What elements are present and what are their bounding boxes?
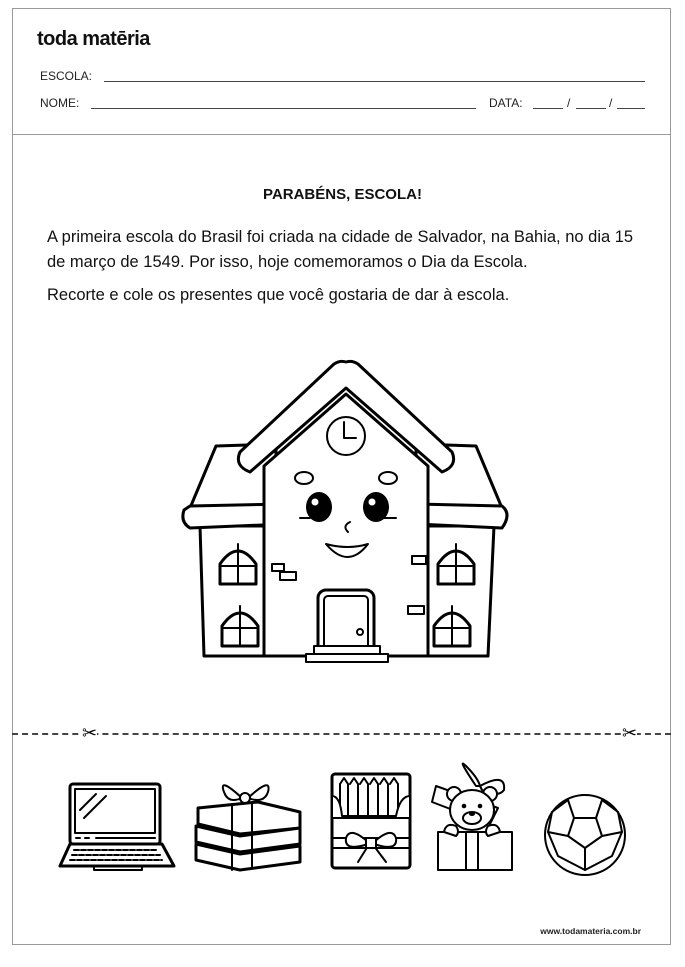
- date-year-field[interactable]: [617, 108, 645, 109]
- intro-paragraph: A primeira escola do Brasil foi criada na cidade de Salvador, na Bahia, no dia 15 de março de 1549. Por isso, hoje comemoramos o Dia da Escola.: [47, 228, 634, 271]
- name-field[interactable]: [91, 108, 476, 109]
- scissors-icon: ✂: [622, 723, 638, 743]
- instruction-paragraph: Recorte e cole os presentes que você gostaria de dar à escola.: [47, 286, 510, 304]
- school-field[interactable]: [104, 81, 645, 82]
- school-building-illustration: [176, 356, 516, 676]
- cut-line: [12, 733, 671, 735]
- colored-pencils-box-icon[interactable]: [330, 772, 412, 870]
- soccer-ball-icon[interactable]: [542, 794, 628, 876]
- teddy-bear-gift-icon[interactable]: [432, 762, 527, 872]
- date-separator: /: [609, 96, 613, 110]
- laptop-icon[interactable]: [58, 782, 178, 872]
- date-month-field[interactable]: [576, 108, 606, 109]
- header-divider: [12, 134, 671, 135]
- website-url[interactable]: www.todamateria.com.br: [540, 926, 641, 936]
- school-label: ESCOLA:: [40, 69, 93, 83]
- books-gift-icon[interactable]: [188, 778, 306, 874]
- date-separator: /: [567, 96, 571, 110]
- date-label: DATA:: [489, 96, 523, 110]
- brand-logo: toda matēria: [37, 28, 150, 50]
- scissors-icon: ✂: [82, 723, 98, 743]
- worksheet-title: PARABÉNS, ESCOLA!: [263, 186, 422, 203]
- date-day-field[interactable]: [533, 108, 563, 109]
- name-label: NOME:: [40, 96, 80, 110]
